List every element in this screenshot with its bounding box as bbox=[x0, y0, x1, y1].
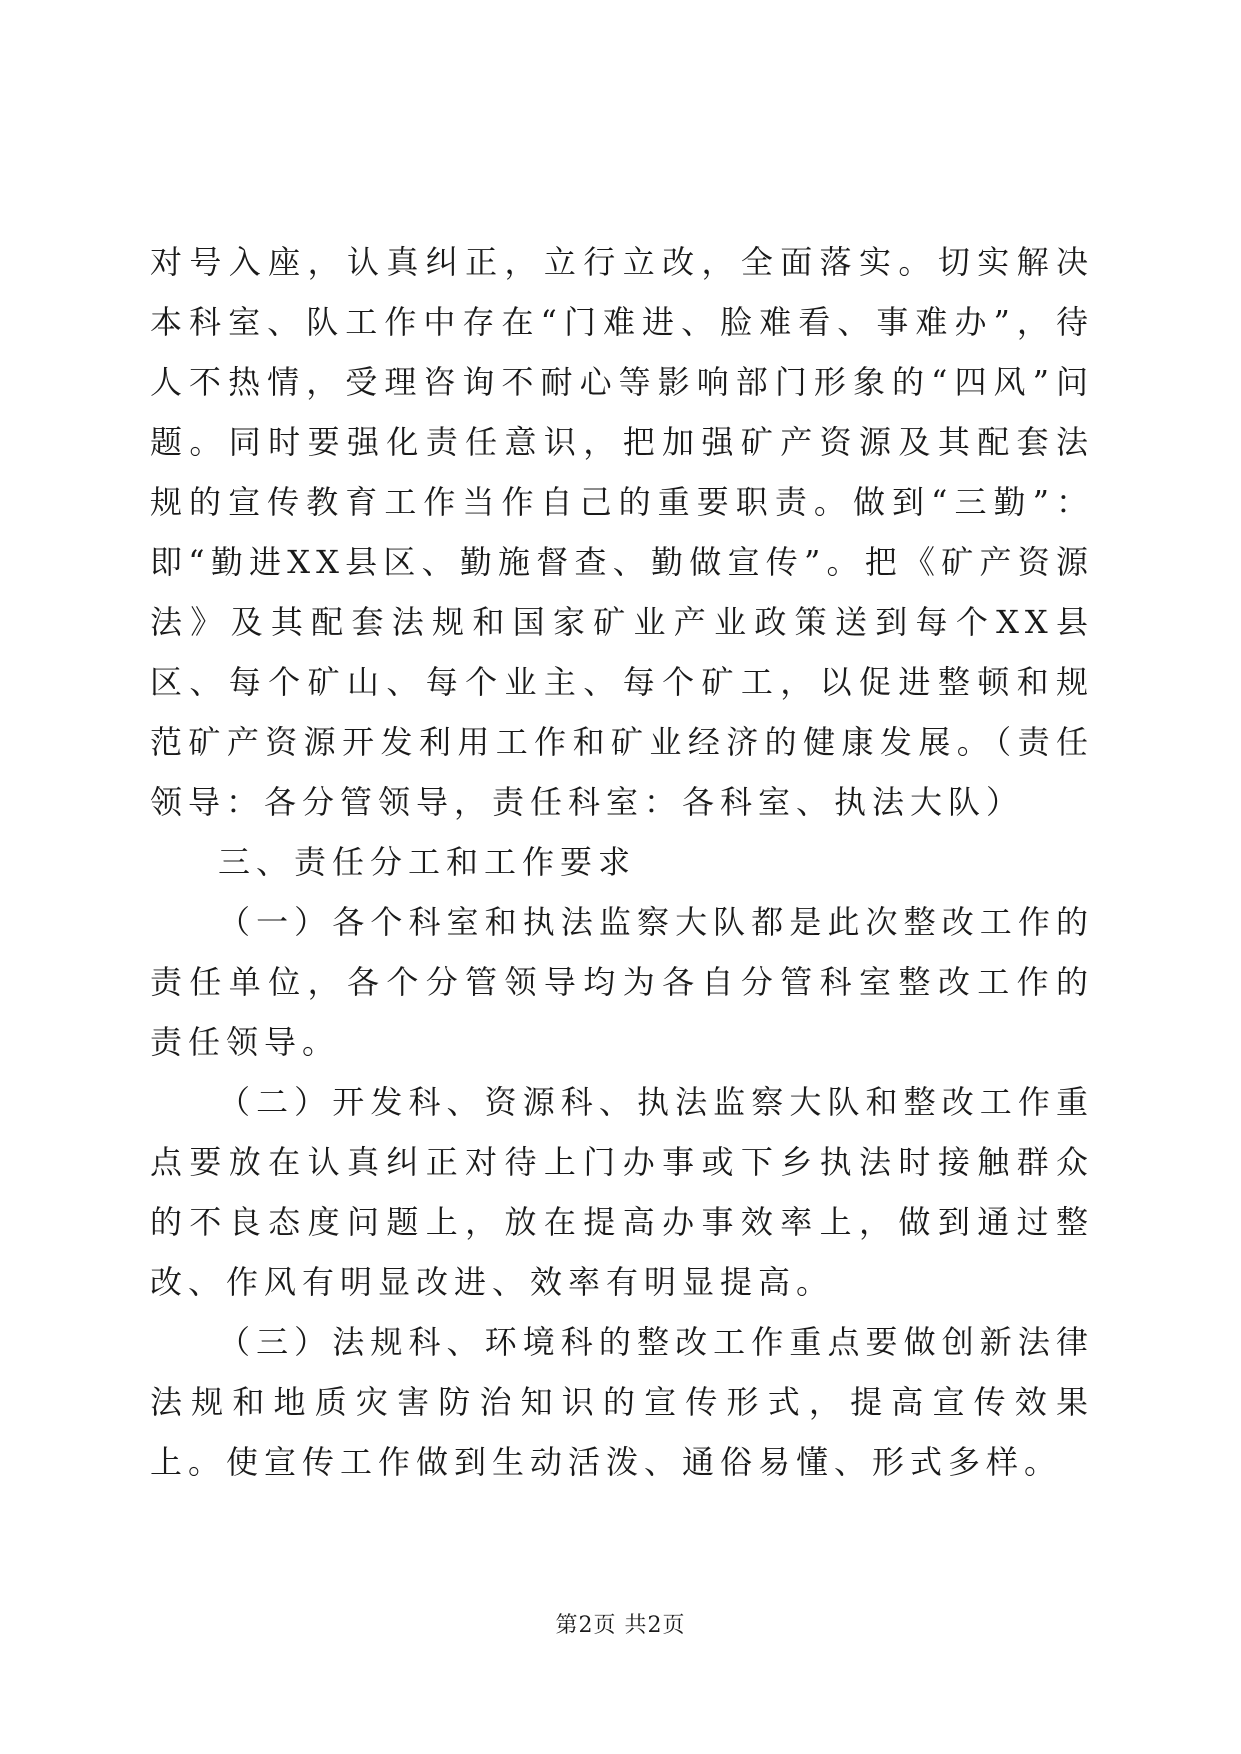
paragraph-item-3: （三）法规科、环境科的整改工作重点要做创新法律法规和地质灾害防治知识的宣传形式，提高宣传效果上。使宣传工作做到生动活泼、通俗易懂、形式多样。 bbox=[150, 1323, 1094, 1481]
document-body bbox=[150, 232, 1094, 1492]
section-heading: 三、责任分工和工作要求 bbox=[218, 843, 637, 881]
paragraph-continuation: 对号入座，认真纠正，立行立改，全面落实。切实解决本科室、队工作中存在“门难进、脸难看、事难办”，待人不热情，受理咨询不耐心等影响部门形象的“四风”问题。同时要强化责任意识，把加强矿产资源及其配套法规的宣传教育工作当作自己的重要职责。做到“三勤”：即“勤进XX县区、勤施督查、勤做宣传”。把《矿产资源法》及其配套法规和国家矿业产业政策送到每个XX县区、每个矿山、每个业主、每个矿工，以促进整顿和规范矿产资源开发利用工作和矿业经济的健康发展。（责任领导：各分管领导，责任科室：各科室、执法大队） bbox=[150, 243, 1094, 821]
paragraph-item-1: （一）各个科室和执法监察大队都是此次整改工作的责任单位，各个分管领导均为各自分管科室整改工作的责任领导。 bbox=[150, 903, 1094, 1061]
paragraph-item-2: （二）开发科、资源科、执法监察大队和整改工作重点要放在认真纠正对待上门办事或下乡执法时接触群众的不良态度问题上，放在提高办事效率上，做到通过整改、作风有明显改进、效率有明显提高。 bbox=[150, 1083, 1094, 1301]
page-number-footer: 第2页 共2页 bbox=[555, 1613, 686, 1638]
